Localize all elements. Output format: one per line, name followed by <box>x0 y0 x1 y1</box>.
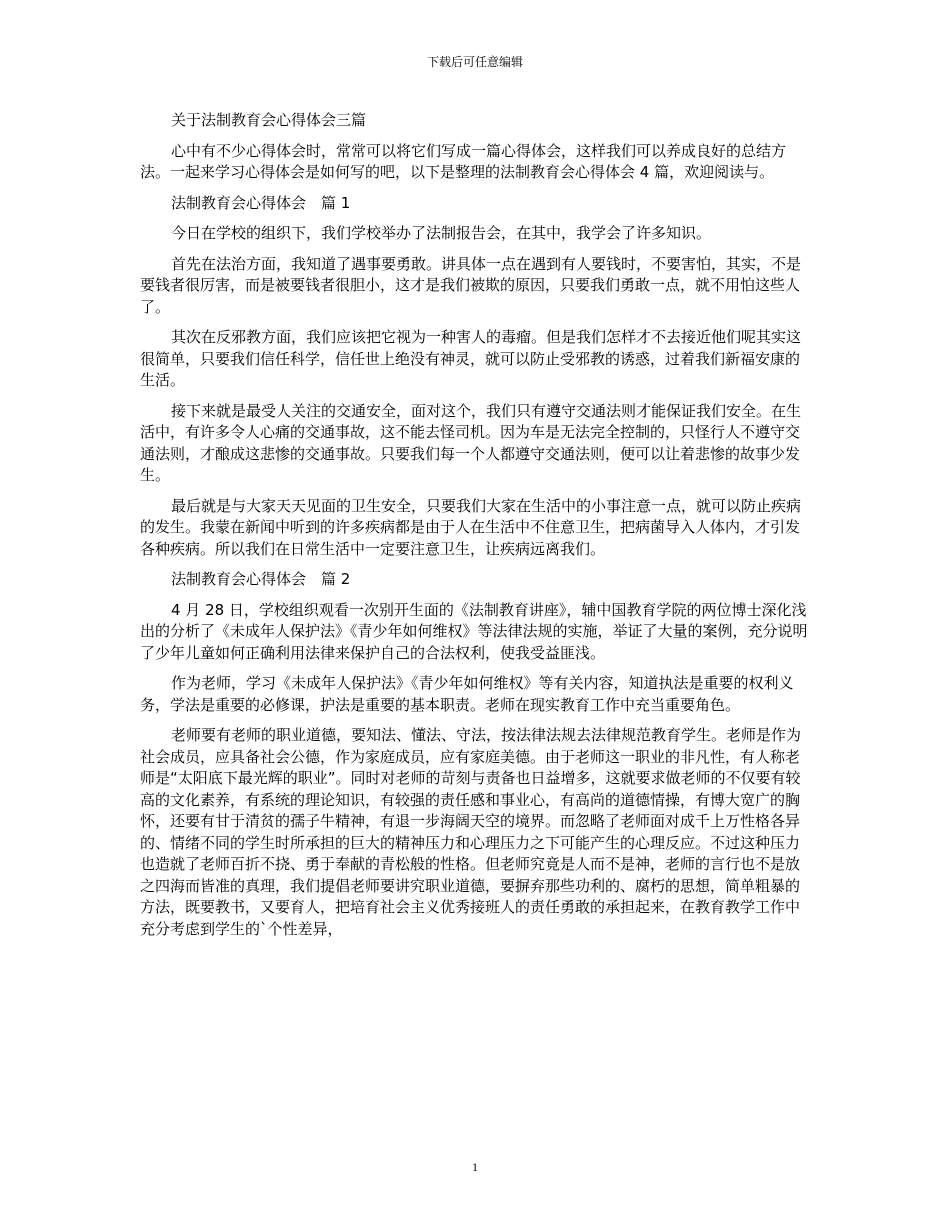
paragraph: 今日在学校的组织下，我们学校举办了法制报告会，在其中，我学会了许多知识。 <box>171 224 712 242</box>
paragraph: 首先在法治方面，我知道了遇事要勇敢。讲具体一点在遇到有人要钱时，不要害怕，其实，不是要钱者很厉害，而是被要钱者很胆小，这才是我们被欺的原因，只要我们勇敢一点，就不用怕这些人了。 <box>140 254 802 316</box>
page-header: 下载后可任意编辑 <box>426 55 523 69</box>
paragraph: 其次在反邪教方面，我们应该把它视为一种害人的毒瘤。但是我们怎样才不去接近他们呢其实这很简单，只要我们信任科学，信任世上绝没有神灵，就可以防止受邪教的诱惑，过着我们新福安康的生活。 <box>140 328 802 389</box>
paragraph: 作为老师，学习《未成年人保护法》《青少年如何维权》等有关内容，知道执法是重要的权利义务，学法是重要的必修课，护法是重要的基本职责。老师在现实教育工作中充当重要角色。 <box>140 674 794 714</box>
section-heading-2: 法制教育会心得体会 篇 2 <box>171 570 351 588</box>
document-body <box>140 110 812 949</box>
section-heading-1: 法制教育会心得体会 篇 1 <box>171 193 351 212</box>
page-number: 1 <box>472 1160 478 1174</box>
paragraph: 接下来就是最受人关注的交通安全，面对这个，我们只有遵守交通法则才能保证我们安全。在生活中，有许多令人心痛的交通事故，这不能去怪司机。因为车是无法完全控制的，只怪行人不遵守交通法则，才酿成这悲惨的交通事故。只要我们每一个人都遵守交通法则，便可以让着悲惨的故事少发生。 <box>140 401 802 484</box>
paragraph: 最后就是与大家天天见面的卫生安全，只要我们大家在生活中的小事注意一点，就可以防止疾病的发生。我蒙在新闻中听到的许多疾病都是由于人在生活中不住意卫生，把病菌导入人体内，才引发各种疾病。所以我们在日常生活中一定要注意卫生，让疾病远离我们。 <box>140 496 802 558</box>
intro-paragraph: 心中有不少心得体会时，常常可以将它们写成一篇心得体会，这样我们可以养成良好的总结方法。一起来学习心得体会是如何写的吧，以下是整理的法制教育会心得体会 4 篇，欢迎阅读与。 <box>140 141 787 181</box>
document-title: 关于法制教育会心得体会三篇 <box>171 111 367 129</box>
paragraph: 老师要有老师的职业道德，要知法、懂法、守法，按法律法规去法律规范教育学生。老师是作为社会成员，应具备社会公德，作为家庭成员，应有家庭美德。由于老师这一职业的非凡性，有人称老师是“太阳底下最光辉的职业”。同时对老师的苛刻与责备也日益增多，这就要求做老师的不仅要有较高的文化素养，有系统的理论知识，有较强的责任感和事业心，有高尚的道德情操，有博大宽广的胸怀，还要有甘于清贫的孺子牛精神，有退一步海阔天空的境界。而忽略了老师面对成千上万性格各异的、情绪不同的学生时所承担的巨大的精神压力和心理压力之下可能产生的心理反应。不过这种压力也造就了老师百折不挠、勇于奉献的青松般的性格。但老师究竟是人而不是神，老师的言行也不是放之四海而皆准的真理，我们提倡老师要讲究职业道德，要摒弃那些功利的、腐朽的思想，简单粗暴的方法，既要教书，又要育人，把培育社会主义优秀接班人的责任勇敢的承担起来，在教育教学工作中充分考虑到学生的`个性差异， <box>140 726 802 938</box>
paragraph: 4 月 28 日，学校组织观看一次别开生面的《法制教育讲座》，辅中国教育学院的两位博士深化浅出的分析了《未成年人保护法》《青少年如何维权》等法律法规的实施，举证了大量的案例，充分说明了少年儿童如何正确利用法律来保护自己的合法权利，使我受益匪浅。 <box>140 600 808 662</box>
